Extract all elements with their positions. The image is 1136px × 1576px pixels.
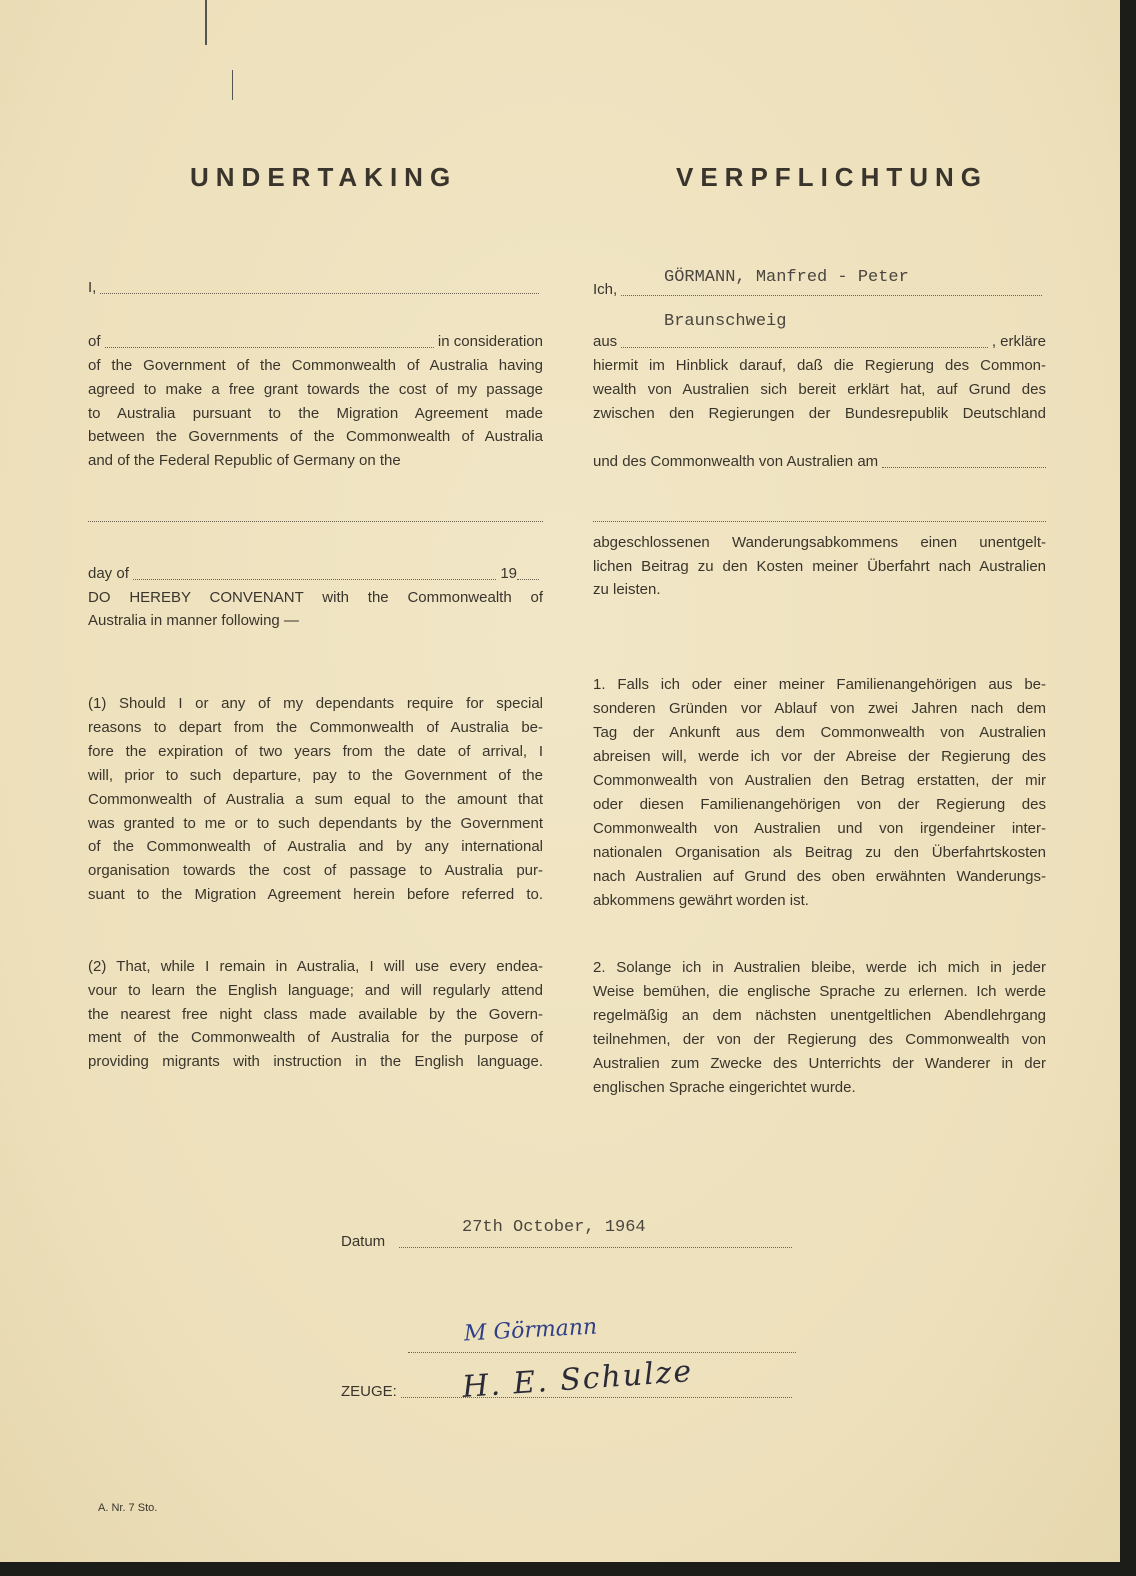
scan-border-right xyxy=(1120,0,1136,1576)
ich-label: Ich, xyxy=(593,281,618,298)
of-label: of xyxy=(88,333,101,350)
english-clause-2-line: ment of the Commonwealth of Australia for the purpose of xyxy=(88,1029,543,1047)
erklaere-label: , erkläre xyxy=(991,333,1046,350)
english-clause-1-line: Commonwealth of Australia a sum equal to the amount that xyxy=(88,790,543,808)
punch-mark xyxy=(232,70,233,100)
german-clause-1-line: sonderen Gründen vor Ablauf von zwei Jahren nach dem xyxy=(593,700,1046,717)
blank-line xyxy=(100,292,539,294)
english-clause-2-line: vour to learn the English language; and will regularly attend xyxy=(88,981,543,999)
typed-date: 27th October, 1964 xyxy=(462,1218,646,1237)
date-blank-line xyxy=(88,521,543,522)
und-des-field xyxy=(593,452,1046,472)
english-intro-line: between the Governments of the Commonwealth of Australia xyxy=(88,428,543,446)
english-clause-2-line: the nearest free night class made available by the Govern- xyxy=(88,1005,543,1023)
german-clause-1-line: 1. Falls ich oder einer meiner Familienangehörigen aus be- xyxy=(593,676,1046,693)
scan-border-bottom xyxy=(0,1562,1136,1576)
punch-mark xyxy=(205,0,207,45)
blank-line xyxy=(133,578,496,580)
blank-line xyxy=(401,1396,792,1398)
english-intro-line: agreed to make a free grant towards the cost of my passage xyxy=(88,380,543,398)
english-clause-1-line: of the Commonwealth of Australia and by any international xyxy=(88,838,543,856)
signature-1: M Görmann xyxy=(463,1314,598,1347)
german-abgeschlossen-line: zu leisten. xyxy=(593,581,661,598)
english-clause-1-line: reasons to depart from the Commonwealth of Australia be- xyxy=(88,718,543,736)
german-clause-2-line: Australien zum Zwecke des Unterrichts der Wanderer in der xyxy=(593,1055,1046,1072)
german-clause-1-line: oder diesen Familienangehörigen von der Regierung des xyxy=(593,796,1046,813)
typed-name: GÖRMANN, Manfred - Peter xyxy=(664,268,909,287)
german-abgeschlossen-line: lichen Beitrag zu den Kosten meiner Überfahrt nach Australien xyxy=(593,557,1046,575)
date-blank-line xyxy=(593,521,1046,522)
english-clause-2-line: (2) That, while I remain in Australia, I will use every endea- xyxy=(88,958,543,975)
german-clause-1-line: nationalen Organisation als Beitrag zu den Überfahrtskosten xyxy=(593,844,1046,861)
english-clause-1-line: will, prior to such departure, pay to the Government of the xyxy=(88,766,543,784)
german-intro-line: hiermit im Hinblick darauf, daß die Regierung des Common- xyxy=(593,357,1046,374)
blank-line xyxy=(621,346,988,348)
name-field-german xyxy=(593,280,1046,300)
english-clause-1-line: fore the expiration of two years from the date of arrival, I xyxy=(88,742,543,760)
german-clause-1-line: Commonwealth von Australien den Betrag erstatten, der mir xyxy=(593,772,1046,789)
english-intro-line: and of the Federal Republic of Germany on the xyxy=(88,452,401,470)
english-clause-2-line: providing migrants with instruction in the English language. xyxy=(88,1053,543,1071)
covenant-line: Australia in manner following — xyxy=(88,612,299,629)
aus-label: aus xyxy=(593,333,618,350)
witness-line-1 xyxy=(408,1352,796,1353)
german-clause-2-line: Weise bemühen, die englische Sprache zu erlernen. Ich werde xyxy=(593,983,1046,1000)
day-of-label: day of xyxy=(88,565,129,582)
year-prefix: 19 xyxy=(500,565,517,582)
aus-field xyxy=(593,332,1046,352)
zeuge-label: ZEUGE: xyxy=(341,1383,397,1400)
german-clause-2-line: teilnehmen, der von der Regierung des Commonwealth von xyxy=(593,1031,1046,1048)
title-english: UNDERTAKING xyxy=(190,162,458,192)
typed-city: Braunschweig xyxy=(664,312,787,331)
name-field-english xyxy=(88,278,543,298)
signature-2: H. E. Schulze xyxy=(461,1353,695,1406)
datum-field xyxy=(341,1232,796,1252)
blank-line xyxy=(882,466,1046,468)
german-clause-1-line: Commonwealth von Australien und von irgendeiner inter- xyxy=(593,820,1046,837)
blank-line xyxy=(517,578,539,580)
german-intro-line: wealth von Australien sich bereit erklärt hat, auf Grund des xyxy=(593,381,1046,398)
german-clause-2-line: regelmäßig an dem nächsten unentgeltlichen Abendlehrgang xyxy=(593,1007,1046,1024)
of-field-english xyxy=(88,332,543,352)
title-german: VERPFLICHTUNG xyxy=(676,162,988,192)
i-label: I, xyxy=(88,279,97,296)
blank-line xyxy=(399,1246,792,1248)
blank-line xyxy=(621,294,1042,296)
english-clause-1-line: organisation towards the cost of passage to Australia pur- xyxy=(88,862,543,880)
english-clause-1-line: suant to the Migration Agreement herein before referred to. xyxy=(88,886,543,904)
german-clause-1-line: abreisen will, werde ich vor der Abreise der Regierung des xyxy=(593,748,1046,765)
english-clause-1-line: (1) Should I or any of my dependants require for special xyxy=(88,695,543,712)
consideration-label: in consideration xyxy=(437,333,543,350)
blank-line xyxy=(105,346,434,348)
english-clause-1-line: was granted to me or to such dependants by the Government xyxy=(88,814,543,832)
datum-label: Datum xyxy=(341,1233,386,1250)
english-intro-line: of the Government of the Commonwealth of Australia having xyxy=(88,357,543,374)
german-clause-1-line: Tag der Ankunft aus dem Commonwealth von Australien xyxy=(593,724,1046,741)
german-clause-1-line: nach Australien auf Grund des oben erwähnten Wanderungs- xyxy=(593,868,1046,885)
und-des-label: und des Commonwealth von Australien am xyxy=(593,453,879,470)
form-number: A. Nr. 7 Sto. xyxy=(98,1502,158,1514)
english-intro-line: to Australia pursuant to the Migration Agreement made xyxy=(88,404,543,422)
german-clause-2-line: englischen Sprache eingerichtet wurde. xyxy=(593,1079,856,1096)
german-clause-1-line: abkommens gewährt worden ist. xyxy=(593,892,809,909)
covenant-line: DO HEREBY CONVENANT with the Commonwealth of xyxy=(88,589,543,606)
german-abgeschlossen-line: abgeschlossenen Wanderungsabkommens einen unentgelt- xyxy=(593,534,1046,551)
day-of-field xyxy=(88,564,543,584)
german-clause-2-line: 2. Solange ich in Australien bleibe, werde ich mich in jeder xyxy=(593,959,1046,976)
german-intro-line: zwischen den Regierungen der Bundesrepublik Deutschland xyxy=(593,405,1046,422)
